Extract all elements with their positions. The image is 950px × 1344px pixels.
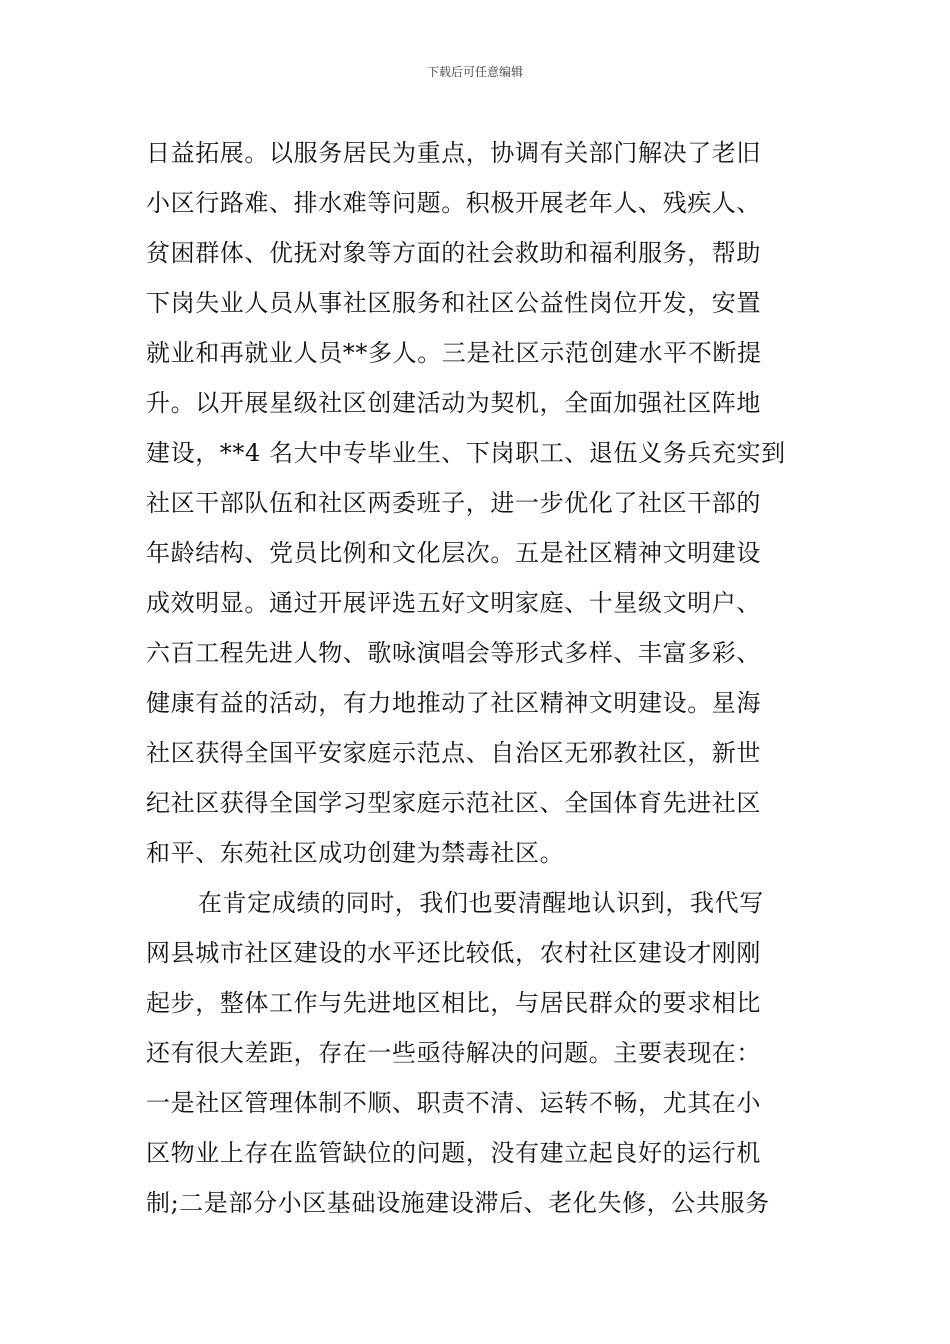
page-header: 下载后可任意编辑 (426, 65, 523, 79)
text-line: 社区获得全国平安家庭示范点、自治区无邪教社区，新世 (146, 739, 761, 767)
text-line: 年龄结构、党员比例和文化层次。五是社区精神文明建设 (146, 539, 761, 567)
paragraph-2 (146, 878, 806, 1228)
text-line: 网县城市社区建设的水平还比较低，农村社区建设才刚刚 (146, 939, 761, 967)
text-line: 纪社区获得全国学习型家庭示范社区、全国体育先进社区 (146, 789, 761, 817)
text-line: 区物业上存在监管缺位的问题，没有建立起良好的运行机 (146, 1139, 761, 1167)
text-line: 还有很大差距，存在一些亟待解决的问题。主要表现在： (146, 1039, 761, 1067)
text-line: 一是社区管理体制不顺、职责不清、运转不畅，尤其在小 (146, 1089, 761, 1117)
text-line: 和平、东苑社区成功创建为禁毒社区。 (146, 839, 565, 867)
text-line: 日益拓展。以服务居民为重点，协调有关部门解决了老旧 (146, 139, 761, 167)
text-line: 小区行路难、排水难等问题。积极开展老年人、残疾人、 (146, 189, 761, 217)
text-line: 下岗失业人员从事社区服务和社区公益性岗位开发，安置 (146, 289, 761, 317)
paragraph-1 (146, 128, 806, 878)
text-line: 制;二是部分小区基础设施建设滞后、老化失修，公共服务 (146, 1189, 770, 1217)
text-line: 起步，整体工作与先进地区相比，与居民群众的要求相比 (146, 989, 761, 1017)
text-line: 贫困群体、优抚对象等方面的社会救助和福利服务，帮助 (146, 239, 761, 267)
text-line: 社区干部队伍和社区两委班子，进一步优化了社区干部的 (146, 489, 761, 517)
text-line: 成效明显。通过开展评选五好文明家庭、十星级文明户、 (146, 589, 761, 617)
text-line: 就业和再就业人员**多人。三是社区示范创建水平不断提 (146, 339, 762, 367)
text-line: 在肯定成绩的同时，我们也要清醒地认识到，我代写 (198, 889, 764, 917)
text-line: 健康有益的活动，有力地推动了社区精神文明建设。星海 (146, 689, 761, 717)
text-line: 六百工程先进人物、歌咏演唱会等形式多样、丰富多彩、 (146, 639, 761, 667)
text-line: 升。以开展星级社区创建活动为契机，全面加强社区阵地 (146, 389, 761, 417)
document-body (146, 128, 806, 1228)
text-line: 建设，**4 名大中专毕业生、下岗职工、退伍义务兵充实到 (146, 439, 786, 467)
